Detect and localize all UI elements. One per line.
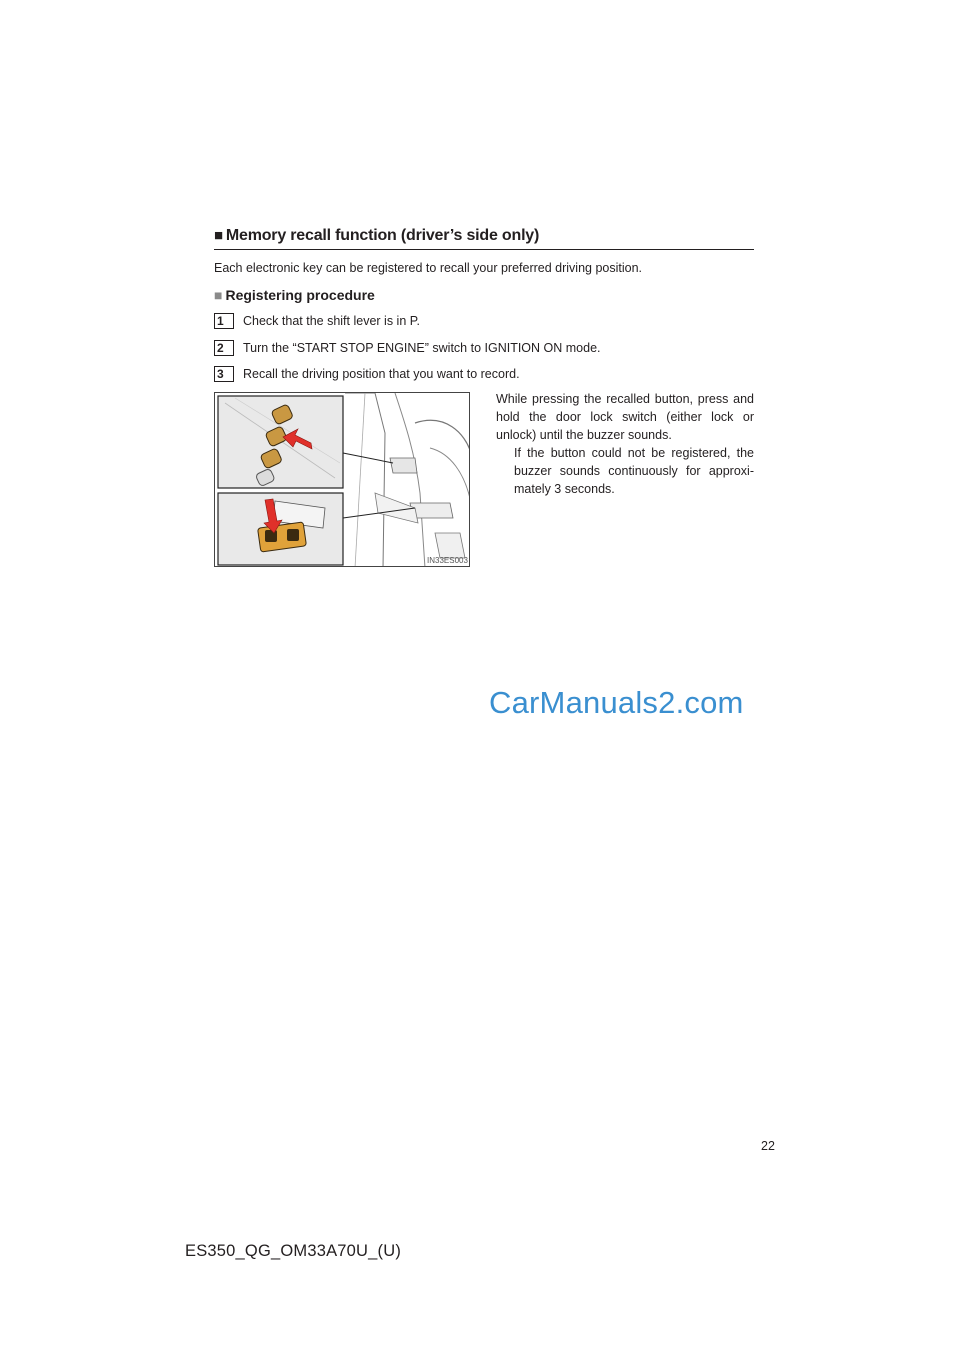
section-intro: Each electronic key can be registered to recall your preferred driving position. bbox=[214, 261, 642, 275]
door-panel-drawing bbox=[215, 393, 470, 567]
watermark: CarManuals2.com bbox=[489, 685, 744, 720]
section-heading bbox=[214, 227, 754, 250]
section-title: Memory recall function (driver’s side only) bbox=[225, 227, 540, 244]
subsection-heading bbox=[214, 287, 375, 303]
step-text: Turn the “START STOP ENGINE” switch to IGNITION ON mode. bbox=[243, 341, 601, 355]
step-4-text: While pressing the recalled button, press and hold the door lock switch (either lock or unlock) until the buzzer sounds. bbox=[496, 392, 754, 442]
door-switch-illustration bbox=[214, 392, 470, 567]
page-number: 22 bbox=[761, 1139, 775, 1153]
subsection-title: Registering procedure bbox=[225, 287, 375, 303]
step-number-badge: 2 bbox=[214, 340, 234, 356]
step-4-note: If the button could not be registered, the buzzer sounds continuously for approximately 3 seconds. bbox=[514, 446, 754, 496]
section-square-marker: ■ bbox=[214, 227, 223, 244]
document-code: ES350_QG_OM33A70U_(U) bbox=[185, 1242, 402, 1260]
step-number-badge: 1 bbox=[214, 313, 234, 329]
subsection-square-marker: ■ bbox=[214, 287, 223, 303]
figure-code: IN33ES003 bbox=[427, 556, 468, 565]
step-number-badge: 3 bbox=[214, 366, 234, 382]
step-text: Check that the shift lever is in P. bbox=[243, 314, 420, 328]
step-text: Recall the driving position that you want to record. bbox=[243, 367, 520, 381]
